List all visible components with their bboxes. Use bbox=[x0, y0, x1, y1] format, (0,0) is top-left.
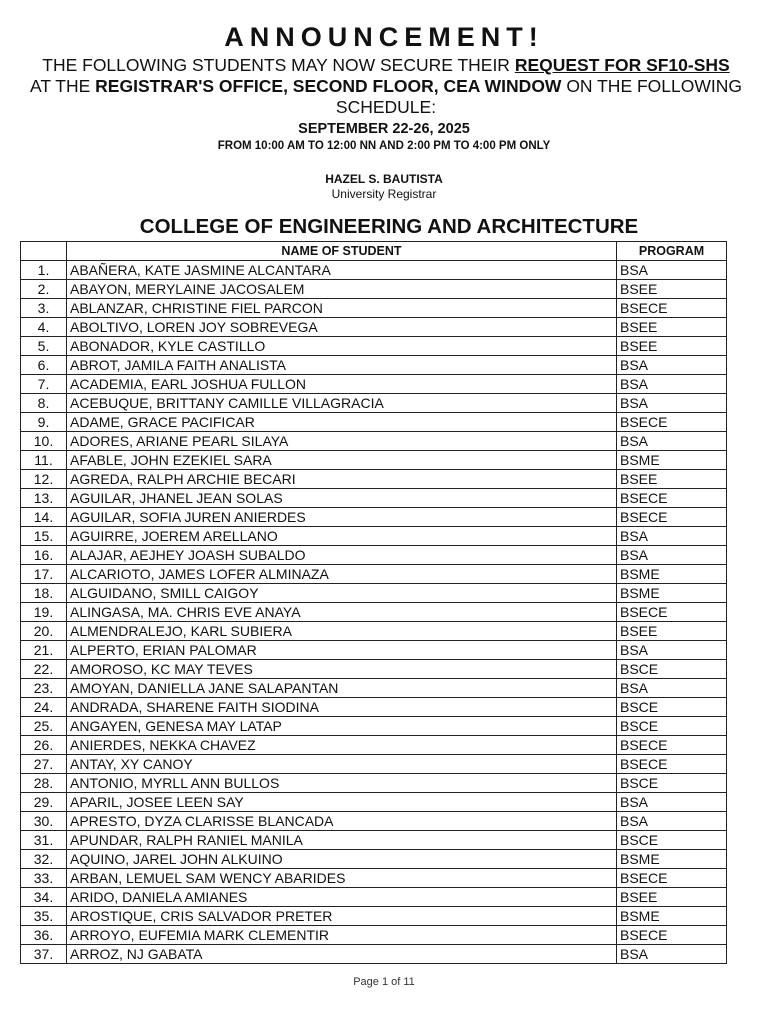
student-name: ALMENDRALEJO, KARL SUBIERA bbox=[67, 622, 617, 641]
table-row bbox=[21, 831, 727, 850]
row-number: 26. bbox=[21, 736, 67, 755]
program-code: BSCE bbox=[617, 774, 727, 793]
row-number: 28. bbox=[21, 774, 67, 793]
student-name: ALCARIOTO, JAMES LOFER ALMINAZA bbox=[67, 565, 617, 584]
row-number: 37. bbox=[21, 945, 67, 964]
row-number: 15. bbox=[21, 527, 67, 546]
student-name: ADAME, GRACE PACIFICAR bbox=[67, 413, 617, 432]
student-name: ALGUIDANO, SMILL CAIGOY bbox=[67, 584, 617, 603]
signer-title: University Registrar bbox=[331, 187, 437, 201]
student-name: ANIERDES, NEKKA CHAVEZ bbox=[67, 736, 617, 755]
program-code: BSEE bbox=[617, 318, 727, 337]
student-name: APUNDAR, RALPH RANIEL MANILA bbox=[67, 831, 617, 850]
table-row bbox=[21, 375, 727, 394]
student-name: AQUINO, JAREL JOHN ALKUINO bbox=[67, 850, 617, 869]
college-heading: COLLEGE OF ENGINEERING AND ARCHITECTURE bbox=[139, 215, 639, 238]
table-row bbox=[21, 622, 727, 641]
student-name: AMOYAN, DANIELLA JANE SALAPANTAN bbox=[67, 679, 617, 698]
table-row bbox=[21, 470, 727, 489]
program-code: BSCE bbox=[617, 660, 727, 679]
row-number: 25. bbox=[21, 717, 67, 736]
student-name: AFABLE, JOHN EZEKIEL SARA bbox=[67, 451, 617, 470]
table-row bbox=[21, 888, 727, 907]
student-name: AGUIRRE, JOEREM ARELLANO bbox=[67, 527, 617, 546]
intro-request: REQUEST FOR SF10-SHS bbox=[514, 55, 730, 75]
program-code: BSEE bbox=[617, 280, 727, 299]
schedule-date: SEPTEMBER 22-26, 2025 bbox=[298, 121, 470, 137]
row-number: 21. bbox=[21, 641, 67, 660]
table-row bbox=[21, 755, 727, 774]
table-row bbox=[21, 356, 727, 375]
intro-text-2: AT THE bbox=[30, 76, 96, 96]
table-row bbox=[21, 812, 727, 831]
program-code: BSECE bbox=[617, 755, 727, 774]
table-row bbox=[21, 869, 727, 888]
table-row bbox=[21, 432, 727, 451]
student-name: AGUILAR, JHANEL JEAN SOLAS bbox=[67, 489, 617, 508]
program-code: BSA bbox=[617, 356, 727, 375]
header-program: PROGRAM bbox=[617, 242, 727, 261]
row-number: 4. bbox=[21, 318, 67, 337]
row-number: 13. bbox=[21, 489, 67, 508]
row-number: 9. bbox=[21, 413, 67, 432]
student-name: AMOROSO, KC MAY TEVES bbox=[67, 660, 617, 679]
table-row bbox=[21, 546, 727, 565]
table-row bbox=[21, 945, 727, 964]
header-name: NAME OF STUDENT bbox=[67, 242, 617, 261]
student-name: AGUILAR, SOFIA JUREN ANIERDES bbox=[67, 508, 617, 527]
student-name: ANTONIO, MYRLL ANN BULLOS bbox=[67, 774, 617, 793]
student-name: ACEBUQUE, BRITTANY CAMILLE VILLAGRACIA bbox=[67, 394, 617, 413]
table-row bbox=[21, 641, 727, 660]
program-code: BSA bbox=[617, 793, 727, 812]
row-number: 1. bbox=[21, 261, 67, 280]
row-number: 20. bbox=[21, 622, 67, 641]
header-number bbox=[21, 242, 67, 261]
student-name: ABAÑERA, KATE JASMINE ALCANTARA bbox=[67, 261, 617, 280]
table-row bbox=[21, 527, 727, 546]
table-row bbox=[21, 926, 727, 945]
student-name: APRESTO, DYZA CLARISSE BLANCADA bbox=[67, 812, 617, 831]
program-code: BSEE bbox=[617, 888, 727, 907]
program-code: BSECE bbox=[617, 603, 727, 622]
table-row bbox=[21, 337, 727, 356]
program-code: BSEE bbox=[617, 622, 727, 641]
row-number: 32. bbox=[21, 850, 67, 869]
program-code: BSA bbox=[617, 679, 727, 698]
row-number: 2. bbox=[21, 280, 67, 299]
program-code: BSME bbox=[617, 907, 727, 926]
program-code: BSA bbox=[617, 641, 727, 660]
row-number: 8. bbox=[21, 394, 67, 413]
program-code: BSA bbox=[617, 945, 727, 964]
page-footer: Page 1 of 11 bbox=[353, 976, 415, 988]
student-name: ABOLTIVO, LOREN JOY SOBREVEGA bbox=[67, 318, 617, 337]
row-number: 12. bbox=[21, 470, 67, 489]
program-code: BSA bbox=[617, 375, 727, 394]
program-code: BSCE bbox=[617, 698, 727, 717]
row-number: 19. bbox=[21, 603, 67, 622]
student-name: AGREDA, RALPH ARCHIE BECARI bbox=[67, 470, 617, 489]
row-number: 10. bbox=[21, 432, 67, 451]
student-name: ANGAYEN, GENESA MAY LATAP bbox=[67, 717, 617, 736]
table-row bbox=[21, 793, 727, 812]
row-number: 31. bbox=[21, 831, 67, 850]
row-number: 6. bbox=[21, 356, 67, 375]
row-number: 33. bbox=[21, 869, 67, 888]
student-name: ABAYON, MERYLAINE JACOSALEM bbox=[67, 280, 617, 299]
student-name: ABONADOR, KYLE CASTILLO bbox=[67, 337, 617, 356]
table-row bbox=[21, 850, 727, 869]
program-code: BSECE bbox=[617, 413, 727, 432]
program-code: BSME bbox=[617, 451, 727, 470]
student-name: ADORES, ARIANE PEARL SILAYA bbox=[67, 432, 617, 451]
row-number: 11. bbox=[21, 451, 67, 470]
intro-office: REGISTRAR'S OFFICE, SECOND FLOOR, CEA WINDOW bbox=[95, 76, 562, 96]
program-code: BSECE bbox=[617, 869, 727, 888]
program-code: BSME bbox=[617, 850, 727, 869]
signer-name: HAZEL S. BAUTISTA bbox=[325, 172, 443, 186]
student-name: ALPERTO, ERIAN PALOMAR bbox=[67, 641, 617, 660]
row-number: 3. bbox=[21, 299, 67, 318]
table-row bbox=[21, 261, 727, 280]
student-name: ALAJAR, AEJHEY JOASH SUBALDO bbox=[67, 546, 617, 565]
row-number: 16. bbox=[21, 546, 67, 565]
student-name: ACADEMIA, EARL JOSHUA FULLON bbox=[67, 375, 617, 394]
schedule-time: FROM 10:00 AM TO 12:00 NN AND 2:00 PM TO 4:00 PM ONLY bbox=[217, 140, 551, 152]
row-number: 30. bbox=[21, 812, 67, 831]
table-header-row bbox=[21, 242, 727, 261]
row-number: 34. bbox=[21, 888, 67, 907]
table-row bbox=[21, 318, 727, 337]
program-code: BSECE bbox=[617, 489, 727, 508]
table-row bbox=[21, 907, 727, 926]
program-code: BSA bbox=[617, 432, 727, 451]
row-number: 14. bbox=[21, 508, 67, 527]
student-name: ABROT, JAMILA FAITH ANALISTA bbox=[67, 356, 617, 375]
program-code: BSCE bbox=[617, 831, 727, 850]
announcement-intro bbox=[30, 55, 742, 118]
table-row bbox=[21, 280, 727, 299]
row-number: 23. bbox=[21, 679, 67, 698]
table-row bbox=[21, 299, 727, 318]
program-code: BSECE bbox=[617, 736, 727, 755]
intro-text-3: ON THE FOLLOWING SCHEDULE: bbox=[335, 76, 742, 117]
program-code: BSECE bbox=[617, 299, 727, 318]
program-code: BSECE bbox=[617, 926, 727, 945]
row-number: 18. bbox=[21, 584, 67, 603]
table-row bbox=[21, 508, 727, 527]
announcement-title: ANNOUNCEMENT! bbox=[224, 22, 544, 52]
program-code: BSA bbox=[617, 527, 727, 546]
row-number: 7. bbox=[21, 375, 67, 394]
student-name: ANDRADA, SHARENE FAITH SIODINA bbox=[67, 698, 617, 717]
table-row bbox=[21, 489, 727, 508]
student-name: ALINGASA, MA. CHRIS EVE ANAYA bbox=[67, 603, 617, 622]
row-number: 22. bbox=[21, 660, 67, 679]
table-row bbox=[21, 679, 727, 698]
student-name: AROSTIQUE, CRIS SALVADOR PRETER bbox=[67, 907, 617, 926]
row-number: 36. bbox=[21, 926, 67, 945]
program-code: BSCE bbox=[617, 717, 727, 736]
program-code: BSECE bbox=[617, 508, 727, 527]
program-code: BSA bbox=[617, 261, 727, 280]
table-body bbox=[21, 261, 727, 964]
row-number: 35. bbox=[21, 907, 67, 926]
table-row bbox=[21, 565, 727, 584]
program-code: BSEE bbox=[617, 470, 727, 489]
intro-text-1: THE FOLLOWING STUDENTS MAY NOW SECURE THEIR bbox=[42, 55, 515, 75]
table-row bbox=[21, 584, 727, 603]
table-row bbox=[21, 413, 727, 432]
table-row bbox=[21, 698, 727, 717]
table-row bbox=[21, 660, 727, 679]
student-name: ARIDO, DANIELA AMIANES bbox=[67, 888, 617, 907]
table-row bbox=[21, 451, 727, 470]
row-number: 5. bbox=[21, 337, 67, 356]
program-code: BSA bbox=[617, 394, 727, 413]
student-table bbox=[20, 241, 727, 964]
program-code: BSME bbox=[617, 565, 727, 584]
table-row bbox=[21, 603, 727, 622]
program-code: BSEE bbox=[617, 337, 727, 356]
student-name: ARROZ, NJ GABATA bbox=[67, 945, 617, 964]
program-code: BSA bbox=[617, 812, 727, 831]
table-row bbox=[21, 717, 727, 736]
program-code: BSME bbox=[617, 584, 727, 603]
program-code: BSA bbox=[617, 546, 727, 565]
table-row bbox=[21, 394, 727, 413]
table-row bbox=[21, 736, 727, 755]
table-row bbox=[21, 774, 727, 793]
student-name: ABLANZAR, CHRISTINE FIEL PARCON bbox=[67, 299, 617, 318]
student-name: APARIL, JOSEE LEEN SAY bbox=[67, 793, 617, 812]
student-name: ANTAY, XY CANOY bbox=[67, 755, 617, 774]
student-name: ARBAN, LEMUEL SAM WENCY ABARIDES bbox=[67, 869, 617, 888]
student-name: ARROYO, EUFEMIA MARK CLEMENTIR bbox=[67, 926, 617, 945]
row-number: 27. bbox=[21, 755, 67, 774]
row-number: 24. bbox=[21, 698, 67, 717]
row-number: 17. bbox=[21, 565, 67, 584]
row-number: 29. bbox=[21, 793, 67, 812]
